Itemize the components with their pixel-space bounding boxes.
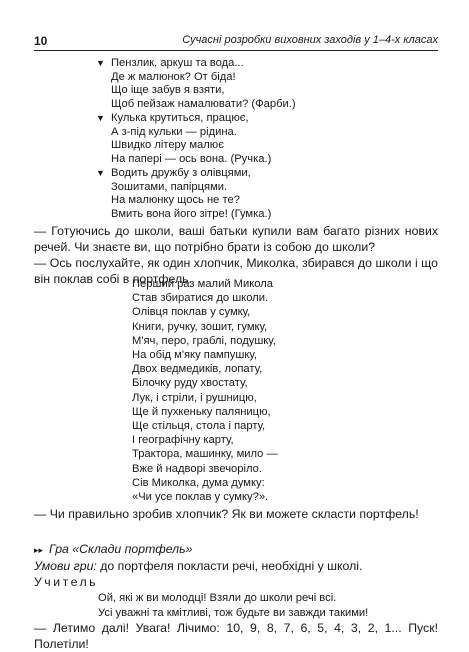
question-paragraph [34, 506, 438, 522]
final-paragraph [34, 620, 438, 652]
running-title: Сучасні розробки виховних заходів у 1–4-х класах [182, 34, 438, 46]
riddle-line: На папері — ось вона. (Ручка.) [111, 152, 272, 165]
riddle-line: Що іще забув я взяти, [111, 84, 225, 96]
game-conditions [34, 558, 438, 574]
game-section [34, 541, 438, 590]
riddle-line: Пензлик, аркуш та вода... [111, 57, 244, 69]
poem-line: Ще й пухкеньку паляницю, [132, 405, 271, 418]
prose-paragraph: — Готуючись до школи, ваші батьки купили вам багато різних нових речей. Чи знаєте ви, що потрібно брати із собою до школи? [34, 224, 438, 254]
game-title-line [34, 541, 438, 558]
triangle-bullet-icon: ▼ [96, 58, 105, 68]
poem-line: Став збиратися до школи. [132, 292, 269, 305]
poem-line: Олівця поклав у сумку, [132, 306, 251, 319]
poem-line: Вже й надворі звечоріло. [132, 462, 262, 475]
riddle-line: Щоб пейзаж намалювати? (Фарби.) [111, 97, 296, 110]
poem-line: Ще стільця, стола і парту, [132, 420, 266, 433]
riddle-line: На малюнку щось не те? [111, 194, 240, 206]
prose-paragraph: — Ось послухайте, як один хлопчик, Миколка, збирався до школи і що він поклав собі в портфель. [34, 256, 438, 286]
riddle-line: Швидко літеру малює [111, 139, 224, 151]
double-arrow-bullet-icon: ▸▸ [34, 545, 44, 555]
riddle-line: Вмить вона його зітре! (Гумка.) [111, 207, 272, 220]
riddle-ruchka [96, 112, 371, 166]
riddle-line: Зошитами, папірцями. [111, 180, 228, 193]
poem-line: Лук, і стріли, і рушницю, [132, 391, 257, 404]
teacher-speech [98, 591, 438, 620]
riddle-line: А з-під кульки — рідина. [111, 125, 237, 138]
page-header [34, 34, 438, 49]
question-text: — Чи правильно зробив хлопчик? Як ви можете скласти портфель! [34, 507, 419, 521]
triangle-bullet-icon: ▼ [96, 113, 105, 123]
final-text: — Летимо далі! Увага! Лічимо: 10, 9, 8, 7, 6, 5, 4, 3, 2, 1... Пуск! Полетіли! [34, 621, 438, 651]
teacher-label: Учитель [34, 575, 99, 589]
riddle-humka [96, 167, 371, 221]
poem-mykola [132, 277, 372, 504]
poem-line: На обід м'яку пампушку, [132, 349, 257, 362]
poem-line: Трактора, машинку, мило — [132, 448, 278, 461]
poem-line: М'яч, перо, граблі, подушку, [132, 334, 276, 347]
riddle-line: Водить дружбу з олівцями, [111, 167, 251, 179]
speech-line: Ой, які ж ви молодці! Взяли до школи речі всі. [98, 592, 337, 604]
conditions-label: Умови гри: [34, 559, 97, 573]
poem-line: Сів Миколка, дума думку: [132, 476, 265, 489]
riddle-line: Кулька крутиться, працює, [111, 112, 249, 124]
poem-line: «Чи усе поклав у сумку?». [132, 491, 269, 504]
riddle-line: Де ж малюнок? От біда! [111, 70, 236, 83]
poem-line: Книги, ручку, зошит, гумку, [132, 320, 268, 333]
poem-line: Білочку руду хвостату, [132, 377, 248, 390]
poem-line: І географічну карту, [132, 434, 234, 447]
page-number: 10 [34, 34, 48, 48]
riddle-fabry [96, 57, 371, 111]
game-title: Гра «Склади портфель» [49, 542, 193, 556]
poem-line: Перший раз малий Микола [132, 278, 273, 290]
triangle-bullet-icon: ▼ [96, 168, 105, 178]
speech-line: Усі уважні та кмітливі, тож будьте ви завжди такими! [98, 606, 369, 619]
conditions-text: до портфеля покласти речі, необхідні у школі. [96, 559, 363, 573]
poem-line: Двох ведмедиків, лопату, [132, 363, 263, 376]
header-rule [34, 50, 438, 51]
